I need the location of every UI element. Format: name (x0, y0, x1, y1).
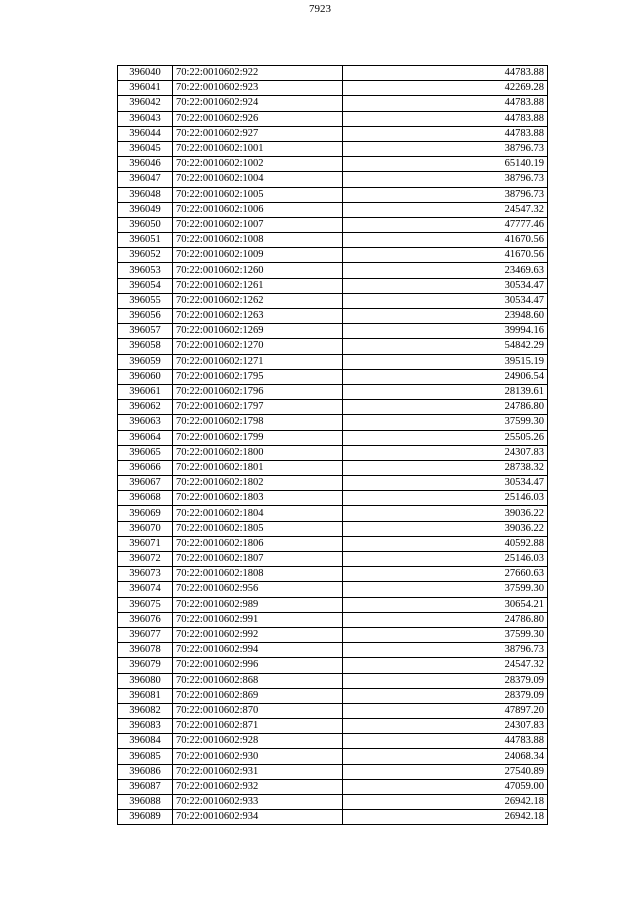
record-value: 24906.54 (343, 369, 548, 384)
record-number: 396078 (118, 643, 173, 658)
table-row (118, 278, 548, 293)
record-value: 25146.03 (343, 552, 548, 567)
record-number: 396045 (118, 141, 173, 156)
record-value: 54842.29 (343, 339, 548, 354)
table-row (118, 81, 548, 96)
record-value: 30534.47 (343, 293, 548, 308)
record-number: 396057 (118, 324, 173, 339)
record-value: 41670.56 (343, 233, 548, 248)
record-number: 396080 (118, 673, 173, 688)
record-value: 47897.20 (343, 703, 548, 718)
record-value: 38796.73 (343, 187, 548, 202)
table-row (118, 339, 548, 354)
record-number: 396074 (118, 582, 173, 597)
record-number: 396058 (118, 339, 173, 354)
record-value: 47059.00 (343, 779, 548, 794)
cadastral-number: 70:22:0010602:1799 (173, 430, 343, 445)
cadastral-number: 70:22:0010602:924 (173, 96, 343, 111)
table-row (118, 248, 548, 263)
record-number: 396059 (118, 354, 173, 369)
table-row (118, 795, 548, 810)
record-value: 38796.73 (343, 172, 548, 187)
table-row (118, 612, 548, 627)
table-row (118, 460, 548, 475)
record-value: 40592.88 (343, 536, 548, 551)
record-value: 41670.56 (343, 248, 548, 263)
record-number: 396076 (118, 612, 173, 627)
record-value: 39036.22 (343, 521, 548, 536)
cadastral-number: 70:22:0010602:931 (173, 764, 343, 779)
cadastral-number: 70:22:0010602:1007 (173, 217, 343, 232)
cadastral-number: 70:22:0010602:1001 (173, 141, 343, 156)
table-row (118, 430, 548, 445)
cadastral-number: 70:22:0010602:1009 (173, 248, 343, 263)
record-number: 396064 (118, 430, 173, 445)
record-value: 37599.30 (343, 627, 548, 642)
record-value: 24547.32 (343, 202, 548, 217)
cadastral-number: 70:22:0010602:922 (173, 66, 343, 81)
record-value: 65140.19 (343, 157, 548, 172)
record-number: 396052 (118, 248, 173, 263)
table-row (118, 506, 548, 521)
record-value: 28379.09 (343, 688, 548, 703)
table-row (118, 582, 548, 597)
cadastral-number: 70:22:0010602:1271 (173, 354, 343, 369)
record-value: 44783.88 (343, 111, 548, 126)
record-value: 39515.19 (343, 354, 548, 369)
cadastral-number: 70:22:0010602:928 (173, 734, 343, 749)
record-number: 396084 (118, 734, 173, 749)
table-row (118, 233, 548, 248)
record-number: 396073 (118, 567, 173, 582)
cadastral-number: 70:22:0010602:996 (173, 658, 343, 673)
table-row (118, 66, 548, 81)
cadastral-number: 70:22:0010602:1263 (173, 309, 343, 324)
record-number: 396060 (118, 369, 173, 384)
record-value: 44783.88 (343, 66, 548, 81)
record-number: 396049 (118, 202, 173, 217)
table-row (118, 202, 548, 217)
cadastral-number: 70:22:0010602:992 (173, 627, 343, 642)
cadastral-number: 70:22:0010602:1807 (173, 552, 343, 567)
record-number: 396089 (118, 810, 173, 825)
record-value: 25505.26 (343, 430, 548, 445)
record-value: 24786.80 (343, 612, 548, 627)
record-number: 396072 (118, 552, 173, 567)
table-row (118, 643, 548, 658)
table-row (118, 749, 548, 764)
record-number: 396053 (118, 263, 173, 278)
record-number: 396048 (118, 187, 173, 202)
table-row (118, 810, 548, 825)
record-value: 24307.83 (343, 445, 548, 460)
record-number: 396070 (118, 521, 173, 536)
cadastral-number: 70:22:0010602:1795 (173, 369, 343, 384)
record-value: 42269.28 (343, 81, 548, 96)
record-number: 396087 (118, 779, 173, 794)
record-number: 396068 (118, 491, 173, 506)
record-number: 396075 (118, 597, 173, 612)
table-row (118, 400, 548, 415)
table-row (118, 445, 548, 460)
record-number: 396062 (118, 400, 173, 415)
cadastral-number: 70:22:0010602:1002 (173, 157, 343, 172)
record-number: 396066 (118, 460, 173, 475)
record-value: 26942.18 (343, 795, 548, 810)
record-number: 396063 (118, 415, 173, 430)
record-value: 30534.47 (343, 476, 548, 491)
table-row (118, 567, 548, 582)
cadastral-number: 70:22:0010602:1269 (173, 324, 343, 339)
record-value: 39994.16 (343, 324, 548, 339)
cadastral-number: 70:22:0010602:1008 (173, 233, 343, 248)
cadastral-number: 70:22:0010602:927 (173, 126, 343, 141)
table-row (118, 111, 548, 126)
record-value: 25146.03 (343, 491, 548, 506)
record-value: 44783.88 (343, 96, 548, 111)
record-value: 37599.30 (343, 415, 548, 430)
record-number: 396071 (118, 536, 173, 551)
cadastral-number: 70:22:0010602:933 (173, 795, 343, 810)
table-row (118, 703, 548, 718)
table-row (118, 734, 548, 749)
table-row (118, 764, 548, 779)
cadastral-number: 70:22:0010602:1798 (173, 415, 343, 430)
record-value: 44783.88 (343, 734, 548, 749)
cadastral-number: 70:22:0010602:923 (173, 81, 343, 96)
records-table (117, 65, 548, 825)
cadastral-number: 70:22:0010602:926 (173, 111, 343, 126)
record-value: 24786.80 (343, 400, 548, 415)
table-row (118, 187, 548, 202)
record-number: 396086 (118, 764, 173, 779)
record-number: 396083 (118, 719, 173, 734)
cadastral-number: 70:22:0010602:991 (173, 612, 343, 627)
cadastral-number: 70:22:0010602:989 (173, 597, 343, 612)
record-value: 23469.63 (343, 263, 548, 278)
cadastral-number: 70:22:0010602:1806 (173, 536, 343, 551)
cadastral-number: 70:22:0010602:1800 (173, 445, 343, 460)
record-value: 23948.60 (343, 309, 548, 324)
record-value: 37599.30 (343, 582, 548, 597)
cadastral-number: 70:22:0010602:870 (173, 703, 343, 718)
page-number: 7923 (309, 3, 331, 15)
record-value: 30654.21 (343, 597, 548, 612)
records-table-body (118, 66, 548, 825)
table-row (118, 597, 548, 612)
table-row (118, 369, 548, 384)
record-number: 396061 (118, 384, 173, 399)
record-number: 396067 (118, 476, 173, 491)
record-value: 30534.47 (343, 278, 548, 293)
record-number: 396041 (118, 81, 173, 96)
record-value: 28738.32 (343, 460, 548, 475)
record-number: 396065 (118, 445, 173, 460)
cadastral-number: 70:22:0010602:871 (173, 719, 343, 734)
record-number: 396079 (118, 658, 173, 673)
record-value: 24068.34 (343, 749, 548, 764)
table-row (118, 536, 548, 551)
record-number: 396051 (118, 233, 173, 248)
record-number: 396082 (118, 703, 173, 718)
cadastral-number: 70:22:0010602:868 (173, 673, 343, 688)
cadastral-number: 70:22:0010602:1805 (173, 521, 343, 536)
table-row (118, 779, 548, 794)
table-row (118, 476, 548, 491)
record-number: 396046 (118, 157, 173, 172)
cadastral-number: 70:22:0010602:1260 (173, 263, 343, 278)
cadastral-number: 70:22:0010602:1262 (173, 293, 343, 308)
record-number: 396081 (118, 688, 173, 703)
record-value: 26942.18 (343, 810, 548, 825)
table-row (118, 324, 548, 339)
cadastral-number: 70:22:0010602:956 (173, 582, 343, 597)
cadastral-number: 70:22:0010602:1004 (173, 172, 343, 187)
table-row (118, 719, 548, 734)
record-number: 396055 (118, 293, 173, 308)
table-row (118, 384, 548, 399)
cadastral-number: 70:22:0010602:1801 (173, 460, 343, 475)
record-value: 27660.63 (343, 567, 548, 582)
table-row (118, 658, 548, 673)
table-row (118, 552, 548, 567)
record-number: 396047 (118, 172, 173, 187)
cadastral-number: 70:22:0010602:932 (173, 779, 343, 794)
table-row (118, 263, 548, 278)
cadastral-number: 70:22:0010602:930 (173, 749, 343, 764)
table-row (118, 96, 548, 111)
record-value: 28379.09 (343, 673, 548, 688)
table-row (118, 293, 548, 308)
cadastral-number: 70:22:0010602:1797 (173, 400, 343, 415)
cadastral-number: 70:22:0010602:1804 (173, 506, 343, 521)
record-value: 47777.46 (343, 217, 548, 232)
cadastral-number: 70:22:0010602:1005 (173, 187, 343, 202)
record-number: 396056 (118, 309, 173, 324)
cadastral-number: 70:22:0010602:869 (173, 688, 343, 703)
cadastral-number: 70:22:0010602:1270 (173, 339, 343, 354)
cadastral-number: 70:22:0010602:934 (173, 810, 343, 825)
cadastral-number: 70:22:0010602:1006 (173, 202, 343, 217)
table-row (118, 309, 548, 324)
table-row (118, 141, 548, 156)
record-value: 28139.61 (343, 384, 548, 399)
record-number: 396044 (118, 126, 173, 141)
record-number: 396042 (118, 96, 173, 111)
record-number: 396077 (118, 627, 173, 642)
record-value: 39036.22 (343, 506, 548, 521)
table-row (118, 627, 548, 642)
table-row (118, 491, 548, 506)
record-number: 396054 (118, 278, 173, 293)
table-row (118, 673, 548, 688)
table-row (118, 415, 548, 430)
table-row (118, 217, 548, 232)
record-number: 396043 (118, 111, 173, 126)
record-number: 396069 (118, 506, 173, 521)
cadastral-number: 70:22:0010602:1796 (173, 384, 343, 399)
cadastral-number: 70:22:0010602:994 (173, 643, 343, 658)
table-row (118, 172, 548, 187)
table-row (118, 521, 548, 536)
table-row (118, 688, 548, 703)
record-value: 24307.83 (343, 719, 548, 734)
cadastral-number: 70:22:0010602:1802 (173, 476, 343, 491)
record-value: 24547.32 (343, 658, 548, 673)
record-value: 44783.88 (343, 126, 548, 141)
table-row (118, 126, 548, 141)
cadastral-number: 70:22:0010602:1808 (173, 567, 343, 582)
table-row (118, 157, 548, 172)
record-number: 396050 (118, 217, 173, 232)
cadastral-number: 70:22:0010602:1261 (173, 278, 343, 293)
table-row (118, 354, 548, 369)
record-value: 38796.73 (343, 141, 548, 156)
record-number: 396040 (118, 66, 173, 81)
record-number: 396088 (118, 795, 173, 810)
cadastral-number: 70:22:0010602:1803 (173, 491, 343, 506)
record-value: 38796.73 (343, 643, 548, 658)
record-value: 27540.89 (343, 764, 548, 779)
record-number: 396085 (118, 749, 173, 764)
